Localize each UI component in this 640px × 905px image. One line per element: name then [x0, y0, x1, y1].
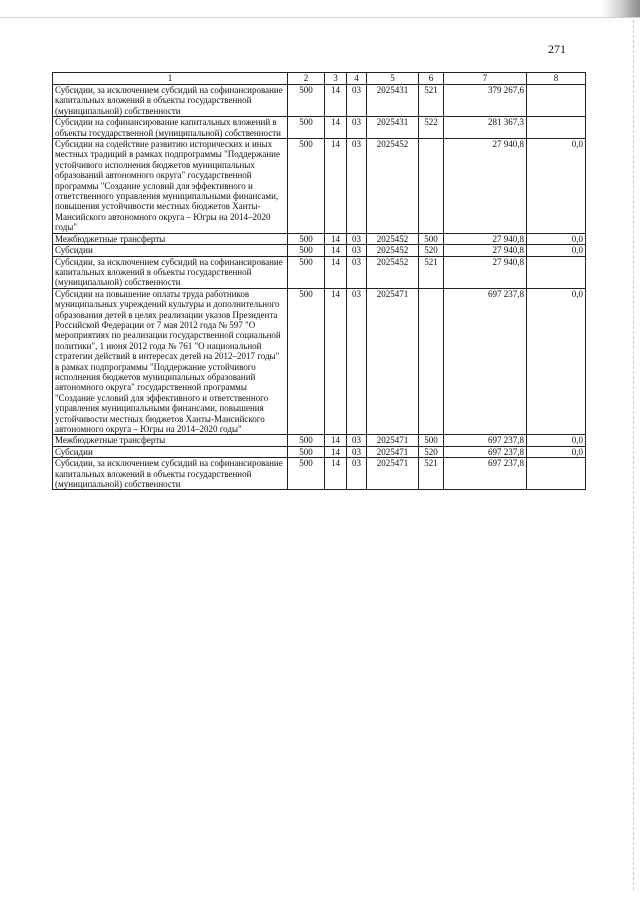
row-amount-2-cell: 0,0 [527, 233, 586, 244]
row-admin-code-cell: 500 [288, 288, 325, 435]
row-target-item-cell: 2025431 [367, 85, 419, 117]
table-header-row [53, 73, 586, 85]
table-row [53, 446, 586, 457]
row-amount-cell: 281 367,3 [444, 117, 527, 139]
row-admin-code-cell: 500 [288, 458, 325, 490]
row-amount-cell: 27 940,8 [444, 233, 527, 244]
row-section-cell: 14 [325, 446, 347, 457]
header-cell-1: 1 [53, 73, 288, 85]
row-expense-type-cell: 522 [419, 117, 444, 139]
row-name-cell: Субсидии, за исключением субсидий на софинансирование капитальных вложений в объекты государственной (муниципальной) собственности [53, 256, 288, 288]
row-amount-cell: 379 267,6 [444, 85, 527, 117]
row-amount-2-cell: 0,0 [527, 245, 586, 256]
row-section-cell: 14 [325, 233, 347, 244]
row-amount-2-cell [527, 117, 586, 139]
row-name-cell: Субсидии [53, 446, 288, 457]
row-amount-2-cell: 0,0 [527, 446, 586, 457]
header-cell-4: 4 [347, 73, 367, 85]
row-expense-type-cell: 521 [419, 85, 444, 117]
row-subsection-cell: 03 [347, 139, 367, 234]
header-cell-6: 6 [419, 73, 444, 85]
row-target-item-cell: 2025431 [367, 117, 419, 139]
row-target-item-cell: 2025452 [367, 256, 419, 288]
row-admin-code-cell: 500 [288, 256, 325, 288]
table-row [53, 139, 586, 234]
row-target-item-cell: 2025452 [367, 139, 419, 234]
row-expense-type-cell: 521 [419, 256, 444, 288]
table-row [53, 233, 586, 244]
row-subsection-cell: 03 [347, 245, 367, 256]
page-number: 271 [548, 42, 566, 56]
row-amount-cell: 27 940,8 [444, 139, 527, 234]
row-subsection-cell: 03 [347, 458, 367, 490]
row-subsection-cell: 03 [347, 446, 367, 457]
row-amount-2-cell: 0,0 [527, 139, 586, 234]
row-admin-code-cell: 500 [288, 233, 325, 244]
table-row [53, 85, 586, 117]
row-amount-cell: 27 940,8 [444, 245, 527, 256]
row-section-cell: 14 [325, 117, 347, 139]
row-expense-type-cell: 500 [419, 233, 444, 244]
row-amount-2-cell: 0,0 [527, 435, 586, 446]
row-name-cell: Межбюджетные трансферты [53, 435, 288, 446]
row-admin-code-cell: 500 [288, 435, 325, 446]
row-subsection-cell: 03 [347, 85, 367, 117]
row-admin-code-cell: 500 [288, 139, 325, 234]
scan-top-edge [0, 0, 640, 18]
table-body [53, 85, 586, 490]
row-amount-2-cell [527, 256, 586, 288]
row-name-cell: Субсидии на софинансирование капитальных вложений в объекты государственной (муниципальной) собственности [53, 117, 288, 139]
row-expense-type-cell: 521 [419, 458, 444, 490]
row-target-item-cell: 2025452 [367, 245, 419, 256]
row-admin-code-cell: 500 [288, 446, 325, 457]
row-admin-code-cell: 500 [288, 245, 325, 256]
row-subsection-cell: 03 [347, 233, 367, 244]
budget-table [52, 72, 586, 490]
row-admin-code-cell: 500 [288, 117, 325, 139]
table-row [53, 458, 586, 490]
row-section-cell: 14 [325, 435, 347, 446]
row-name-cell: Субсидии [53, 245, 288, 256]
header-cell-8: 8 [527, 73, 586, 85]
row-expense-type-cell: 520 [419, 446, 444, 457]
row-admin-code-cell: 500 [288, 85, 325, 117]
row-name-cell: Субсидии на содействие развитию исторических и иных местных традиций в рамках подпрограммы "Поддержание устойчивого исполнения бюджетов муниципальных образований автономного округа" государственной программы "Создание условий для эффективного и ответственного управления муниципальными финансами, повышения устойчивости местных бюджетов Ханты-Мансийского автономного округа – Югры на 2014–2020 годы" [53, 139, 288, 234]
row-amount-cell: 27 940,8 [444, 256, 527, 288]
scan-right-edge [633, 20, 634, 890]
row-amount-cell: 697 237,8 [444, 446, 527, 457]
row-section-cell: 14 [325, 288, 347, 435]
row-section-cell: 14 [325, 458, 347, 490]
header-cell-5: 5 [367, 73, 419, 85]
header-cell-7: 7 [444, 73, 527, 85]
table-row [53, 256, 586, 288]
row-subsection-cell: 03 [347, 435, 367, 446]
row-target-item-cell: 2025471 [367, 446, 419, 457]
row-target-item-cell: 2025471 [367, 435, 419, 446]
row-subsection-cell: 03 [347, 117, 367, 139]
row-target-item-cell: 2025471 [367, 288, 419, 435]
row-target-item-cell: 2025471 [367, 458, 419, 490]
row-expense-type-cell: 520 [419, 245, 444, 256]
row-section-cell: 14 [325, 256, 347, 288]
row-name-cell: Субсидии, за исключением субсидий на софинансирование капитальных вложений в объекты государственной (муниципальной) собственности [53, 458, 288, 490]
header-cell-2: 2 [288, 73, 325, 85]
row-amount-2-cell [527, 458, 586, 490]
row-amount-cell: 697 237,8 [444, 288, 527, 435]
table-row [53, 117, 586, 139]
row-amount-cell: 697 237,8 [444, 435, 527, 446]
row-section-cell: 14 [325, 139, 347, 234]
table-row [53, 288, 586, 435]
row-amount-cell: 697 237,8 [444, 458, 527, 490]
row-section-cell: 14 [325, 245, 347, 256]
row-name-cell: Субсидии, за исключением субсидий на софинансирование капитальных вложений в объекты государственной (муниципальной) собственности [53, 85, 288, 117]
row-name-cell: Субсидии на повышение оплаты труда работников муниципальных учреждений культуры и дополнительного образования детей в целях реализации указов Президента Российской Федерации от 7 мая 2012 года № 597 "О мероприятиях по реализации государственной социальной политики", 1 июня 2012 года № 761 "О национальной стратегии действий в интересах детей на 2012–2017 годы" в рамках подпрограммы "Поддержание устойчивого исполнения бюджетов муниципальных образований автономного округа" государственной программы "Создание условий для эффективного и ответственного управления муниципальными финансами, повышения устойчивости местных бюджетов Ханты-Мансийского автономного округа – Югры на 2014–2020 годы" [53, 288, 288, 435]
row-amount-2-cell: 0,0 [527, 288, 586, 435]
row-expense-type-cell [419, 288, 444, 435]
row-section-cell: 14 [325, 85, 347, 117]
row-target-item-cell: 2025452 [367, 233, 419, 244]
row-expense-type-cell [419, 139, 444, 234]
header-cell-3: 3 [325, 73, 347, 85]
table-row [53, 245, 586, 256]
row-amount-2-cell [527, 85, 586, 117]
row-subsection-cell: 03 [347, 288, 367, 435]
row-name-cell: Межбюджетные трансферты [53, 233, 288, 244]
table-row [53, 435, 586, 446]
row-expense-type-cell: 500 [419, 435, 444, 446]
row-subsection-cell: 03 [347, 256, 367, 288]
